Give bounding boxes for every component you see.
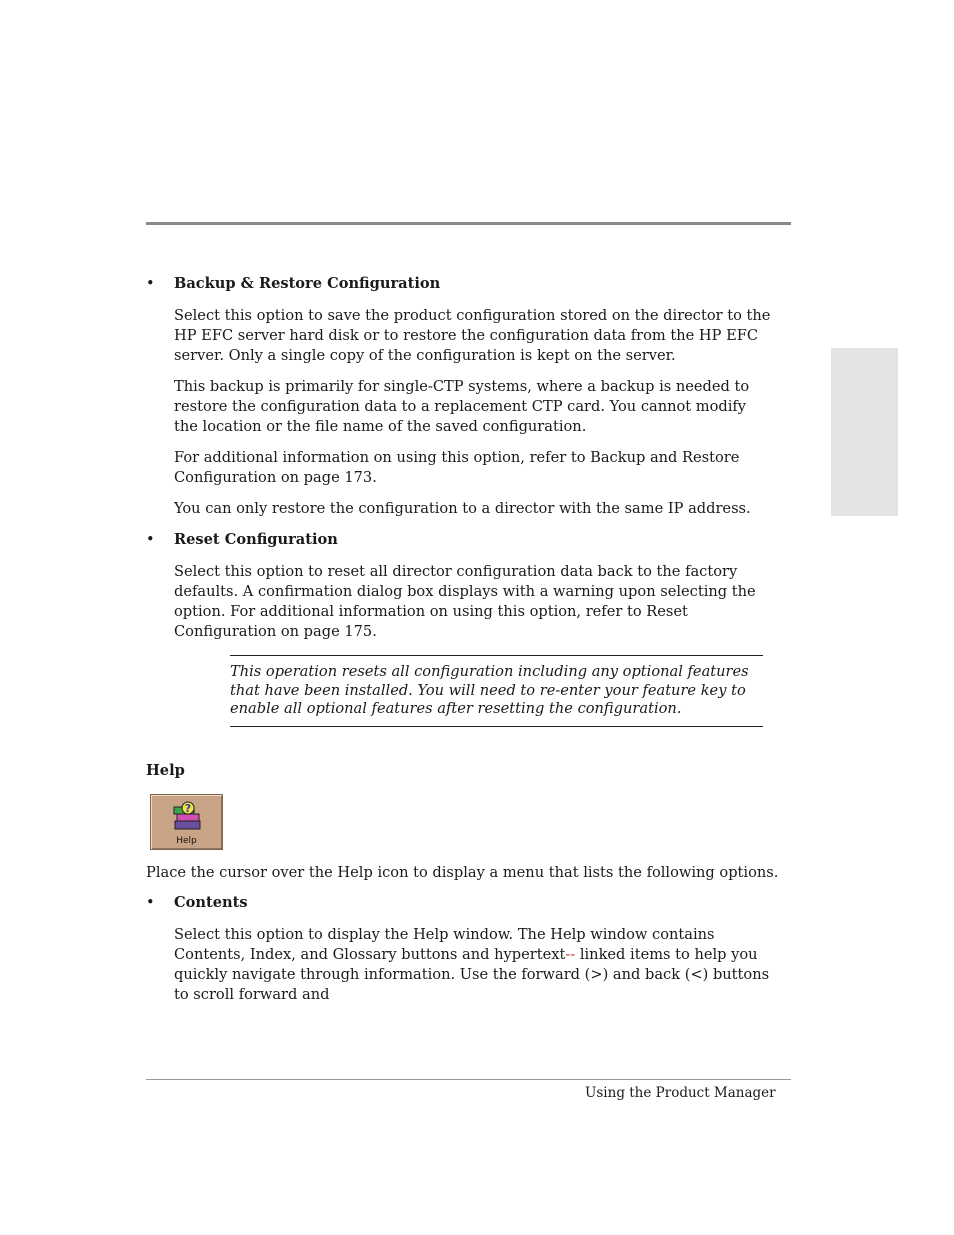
bullet-contents xyxy=(146,893,791,915)
backup-paragraph-2: This backup is primarily for single-CTP systems, where a backup is needed to restore the configuration data to a replacement CTP card. You cannot modify the location or the file name of the saved configuration. xyxy=(174,378,750,435)
reset-paragraph-1: Select this option to reset all director configuration data back to the factory defaults. A confirmation dialog box displays with a warning upon selecting the option. For additional information on using this option, refer to Reset Configuration on page 175. xyxy=(174,563,756,640)
help-heading: Help xyxy=(146,761,185,779)
contents-text-end: linked items to help you quickly navigate through information. Use the forward (>) and back (<) buttons to scroll forward and xyxy=(174,945,770,1003)
footer-rule xyxy=(146,1079,791,1080)
backup-paragraph-4: You can only restore the configuration to a director with the same IP address. xyxy=(174,500,751,517)
bullet-backup-restore xyxy=(146,274,791,296)
bullet-dot: • xyxy=(146,275,155,292)
contents-title: Contents xyxy=(174,893,248,911)
svg-text:?: ? xyxy=(184,801,192,815)
header-rule xyxy=(146,222,791,225)
contents-text-start: Select this option to display the Help window. The Help window contains Contents, Index, and Glossary buttons and hypertext xyxy=(174,925,715,963)
bullet-reset-configuration xyxy=(146,530,791,552)
bullet-dot: • xyxy=(146,893,155,911)
backup-paragraph-3: For additional information on using this option, refer to Backup and Restore Configuration on page 173. xyxy=(174,449,740,486)
help-intro: Place the cursor over the Help icon to display a menu that lists the following options. xyxy=(146,863,779,881)
help-books-icon xyxy=(172,800,203,832)
help-button-label: Help xyxy=(176,835,197,846)
running-footer: Using the Product Manager xyxy=(585,1085,776,1101)
page-content xyxy=(146,274,791,1016)
chapter-tab xyxy=(831,348,898,516)
backup-paragraph-1: Select this option to save the product configuration stored on the director to the HP EFC server hard disk or to restore the configuration data from the HP EFC server. Only a single copy of the configuration is kept on the server. xyxy=(174,307,771,364)
help-toolbar-button[interactable] xyxy=(150,794,223,850)
hypertext-dash: -- xyxy=(565,945,576,963)
reset-configuration-title: Reset Configuration xyxy=(174,531,338,548)
contents-paragraph xyxy=(174,925,774,1005)
reset-warning-note: This operation resets all configuration including any optional features that have been installed. You will need to re-enter your feature key to enable all optional features after resetting the configuration. xyxy=(230,655,763,727)
backup-restore-title: Backup & Restore Configuration xyxy=(174,275,441,292)
bullet-dot: • xyxy=(146,531,155,548)
